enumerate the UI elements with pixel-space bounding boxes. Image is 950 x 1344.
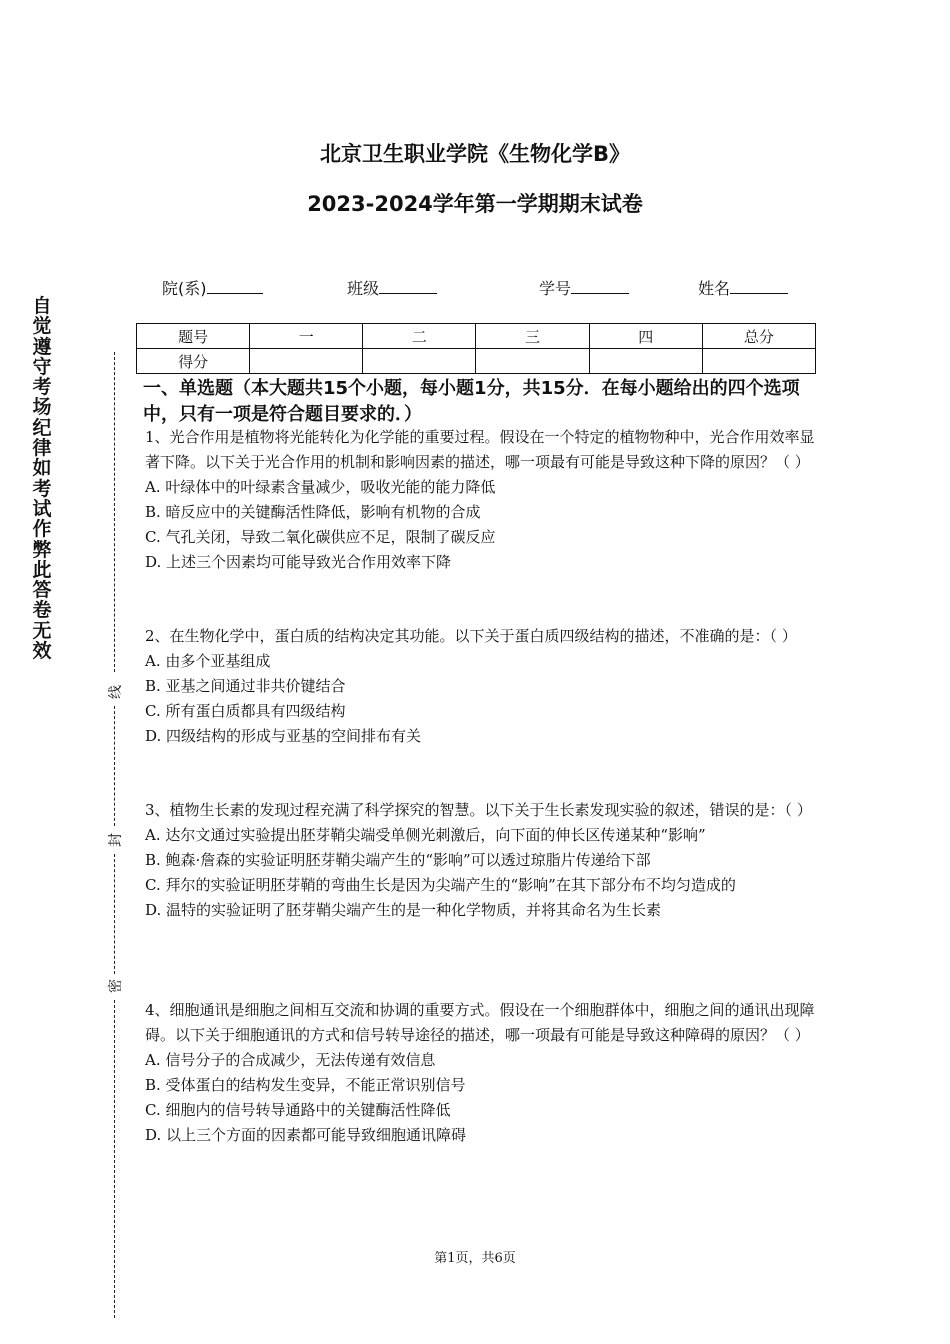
option-d: D. 温特的实验证明了胚芽鞘尖端产生的是一种化学物质，并将其命名为生长素 xyxy=(145,901,662,919)
section-heading: 一、单选题（本大题共15个小题，每小题1分，共15分．在每小题给出的四个选项中，只有一项是符合题目要求的．） xyxy=(143,378,800,425)
student-id-label: 学号 xyxy=(539,279,572,298)
option-d: D. 四级结构的形成与亚基的空间排布有关 xyxy=(145,727,422,745)
option-d: D. 上述三个因素均可能导致光合作用效率下降 xyxy=(145,553,452,571)
option-a: A. 信号分子的合成减少，无法传递有效信息 xyxy=(145,1051,436,1069)
binding-dashed-line xyxy=(114,854,115,974)
option-a: A. 达尔文通过实验提出胚芽鞘尖端受单侧光刺激后，向下面的伸长区传递某种“影响” xyxy=(145,826,706,844)
score-header-cell: 三 xyxy=(476,324,589,349)
student-id-field xyxy=(539,276,629,299)
score-header-cell: 四 xyxy=(589,324,702,349)
question-1 xyxy=(145,425,815,575)
score-header-cell: 一 xyxy=(250,324,363,349)
score-row-label: 得分 xyxy=(137,349,250,374)
option-a: A. 由多个亚基组成 xyxy=(145,652,271,670)
option-c: C. 细胞内的信号转导通路中的关键酶活性降低 xyxy=(145,1101,451,1119)
exam-title: 北京卫生职业学院《生物化学B》 xyxy=(319,142,630,166)
score-header-cell: 二 xyxy=(363,324,476,349)
name-label: 姓名 xyxy=(698,279,731,298)
score-cell xyxy=(250,349,363,374)
question-stem: 4、细胞通讯是细胞之间相互交流和协调的重要方式。假设在一个细胞群体中，细胞之间的通讯出现障碍。以下关于细胞通讯的方式和信号转导途径的描述，哪一项最有可能是导致这种障碍的原因？（ ） xyxy=(145,1001,815,1044)
name-field xyxy=(698,276,788,299)
secret-label: 密 xyxy=(105,978,125,994)
option-c: C. 拜尔的实验证明胚芽鞘的弯曲生长是因为尖端产生的“影响”在其下部分布不均匀造成的 xyxy=(145,876,736,894)
binding-dashed-line xyxy=(114,352,115,672)
score-cell xyxy=(363,349,476,374)
dept-label: 院(系) xyxy=(162,279,207,298)
option-b: B. 受体蛋白的结构发生变异，不能正常识别信号 xyxy=(145,1076,466,1094)
question-3 xyxy=(145,798,815,923)
option-c: C. 所有蛋白质都具有四级结构 xyxy=(145,702,346,720)
score-table-header-row xyxy=(137,324,816,349)
dept-field xyxy=(162,276,263,299)
question-stem: 3、植物生长素的发现过程充满了科学探究的智慧。以下关于生长素发现实验的叙述，错误的是：（ ） xyxy=(145,801,812,819)
class-field xyxy=(347,276,437,299)
score-header-cell: 总分 xyxy=(702,324,815,349)
option-a: A. 叶绿体中的叶绿素含量减少，吸收光能的能力降低 xyxy=(145,478,496,496)
score-cell xyxy=(589,349,702,374)
score-header-cell: 题号 xyxy=(137,324,250,349)
option-b: B. 亚基之间通过非共价键结合 xyxy=(145,677,346,695)
score-table xyxy=(136,323,816,374)
score-cell xyxy=(702,349,815,374)
page-number: 第1页，共6页 xyxy=(434,1251,516,1266)
class-label: 班级 xyxy=(347,279,380,298)
option-b: B. 暗反应中的关键酶活性降低，影响有机物的合成 xyxy=(145,503,481,521)
score-cell xyxy=(476,349,589,374)
option-d: D. 以上三个方面的因素都可能导致细胞通讯障碍 xyxy=(145,1126,467,1144)
option-c: C. 气孔关闭，导致二氧化碳供应不足，限制了碳反应 xyxy=(145,528,496,546)
side-notice: 自觉遵守考场纪律如考试作弊此答卷无效 xyxy=(32,295,52,663)
option-b: B. 鲍森·詹森的实验证明胚芽鞘尖端产生的“影响”可以透过琼脂片传递给下部 xyxy=(145,851,651,869)
question-stem: 1、光合作用是植物将光能转化为化学能的重要过程。假设在一个特定的植物物种中，光合作用效率显著下降。以下关于光合作用的机制和影响因素的描述，哪一项最有可能是导致这种下降的原因？（ ） xyxy=(145,428,815,471)
binding-dashed-line xyxy=(114,706,115,826)
seal-label: 封 xyxy=(105,832,125,848)
question-4 xyxy=(145,998,815,1148)
exam-subtitle: 2023-2024学年第一学期期末试卷 xyxy=(307,192,643,216)
binding-dashed-line xyxy=(114,1000,115,1318)
question-stem: 2、在生物化学中，蛋白质的结构决定其功能。以下关于蛋白质四级结构的描述，不准确的是：（ ） xyxy=(145,627,797,645)
line-label: 线 xyxy=(105,684,125,700)
question-2 xyxy=(145,624,815,749)
score-table-score-row xyxy=(137,349,816,374)
